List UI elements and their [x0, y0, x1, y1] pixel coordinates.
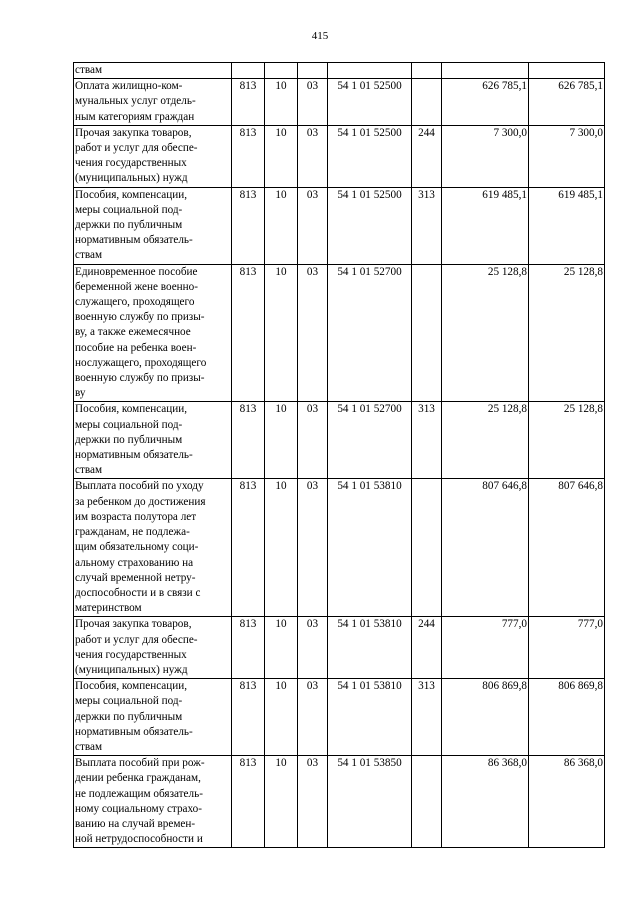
amount-cell-1: 25 128,8: [442, 402, 529, 479]
amount-cell-2: 7 300,0: [529, 125, 605, 187]
target-article-cell: 54 1 01 52500: [328, 125, 412, 187]
department-code-cell: 813: [232, 187, 265, 264]
department-code-cell: 813: [232, 617, 265, 679]
amount-cell-2: 619 485,1: [529, 187, 605, 264]
subsection-code-cell: 03: [298, 264, 328, 402]
table-row: [74, 617, 605, 679]
section-code-cell: 10: [265, 125, 298, 187]
amount-cell-2: 86 368,0: [529, 756, 605, 848]
amount-cell-1: 806 869,8: [442, 679, 529, 756]
amount-cell-1: 626 785,1: [442, 79, 529, 126]
table-row: [74, 479, 605, 617]
budget-table: [73, 62, 605, 848]
target-article-cell: 54 1 01 53810: [328, 617, 412, 679]
target-article-cell: 54 1 01 52700: [328, 264, 412, 402]
section-code-cell: 10: [265, 679, 298, 756]
amount-cell-1: 777,0: [442, 617, 529, 679]
department-code-cell: 813: [232, 79, 265, 126]
expense-type-cell: 313: [412, 679, 442, 756]
table-row: [74, 79, 605, 126]
target-article-cell: 54 1 01 53810: [328, 679, 412, 756]
department-code-cell: 813: [232, 479, 265, 617]
subsection-code-cell: [298, 63, 328, 79]
amount-cell-2: [529, 63, 605, 79]
amount-cell-2: 25 128,8: [529, 264, 605, 402]
amount-cell-2: 626 785,1: [529, 79, 605, 126]
page-number: 415: [311, 30, 329, 42]
subsection-code-cell: 03: [298, 479, 328, 617]
row-name-cell: Единовременное пособие беременной жене военно- служащего, проходящего военную службу по призы- ву, а также ежемесячное пособие на ребенка воен- нослужащего, проходящего военную службу по призы- ву: [74, 264, 232, 402]
amount-cell-1: 619 485,1: [442, 187, 529, 264]
department-code-cell: 813: [232, 402, 265, 479]
table-row: [74, 679, 605, 756]
row-name-cell: Выплата пособий при рож- дении ребенка гражданам, не подлежащим обязатель- ному социальному страхо- ванию на случай времен- ной нетрудоспособности и: [74, 756, 232, 848]
section-code-cell: 10: [265, 617, 298, 679]
amount-cell-1: 86 368,0: [442, 756, 529, 848]
amount-cell-1: 25 128,8: [442, 264, 529, 402]
section-code-cell: [265, 63, 298, 79]
table-row: [74, 187, 605, 264]
section-code-cell: 10: [265, 264, 298, 402]
department-code-cell: 813: [232, 125, 265, 187]
department-code-cell: 813: [232, 756, 265, 848]
subsection-code-cell: 03: [298, 617, 328, 679]
section-code-cell: 10: [265, 479, 298, 617]
table-row: [74, 264, 605, 402]
expense-type-cell: 244: [412, 617, 442, 679]
row-name-cell: Пособия, компенсации, меры социальной под- держки по публичным нормативным обязатель- ствам: [74, 679, 232, 756]
department-code-cell: [232, 63, 265, 79]
amount-cell-2: 806 869,8: [529, 679, 605, 756]
amount-cell-1: 7 300,0: [442, 125, 529, 187]
section-code-cell: 10: [265, 187, 298, 264]
subsection-code-cell: 03: [298, 125, 328, 187]
row-name-cell: Выплата пособий по уходу за ребенком до достижения им возраста полутора лет гражданам, не подлежа- щим обязательному соци- альному страхованию на случай временной нетру- доспособности и в связи с материнством: [74, 479, 232, 617]
target-article-cell: [328, 63, 412, 79]
department-code-cell: 813: [232, 679, 265, 756]
expense-type-cell: [412, 479, 442, 617]
row-name-cell: Пособия, компенсации, меры социальной под- держки по публичным нормативным обязатель- ствам: [74, 187, 232, 264]
table-row: [74, 63, 605, 79]
amount-cell-2: 25 128,8: [529, 402, 605, 479]
amount-cell-2: 807 646,8: [529, 479, 605, 617]
expense-type-cell: [412, 63, 442, 79]
target-article-cell: 54 1 01 53850: [328, 756, 412, 848]
target-article-cell: 54 1 01 52500: [328, 79, 412, 126]
row-name-cell: Пособия, компенсации, меры социальной под- держки по публичным нормативным обязатель- ствам: [74, 402, 232, 479]
target-article-cell: 54 1 01 52500: [328, 187, 412, 264]
section-code-cell: 10: [265, 756, 298, 848]
table-row: [74, 756, 605, 848]
section-code-cell: 10: [265, 79, 298, 126]
row-name-cell: ствам: [74, 63, 232, 79]
expense-type-cell: [412, 756, 442, 848]
department-code-cell: 813: [232, 264, 265, 402]
expense-type-cell: [412, 264, 442, 402]
subsection-code-cell: 03: [298, 187, 328, 264]
target-article-cell: 54 1 01 53810: [328, 479, 412, 617]
row-name-cell: Прочая закупка товаров, работ и услуг для обеспе- чения государственных (муниципальных) нужд: [74, 125, 232, 187]
amount-cell-1: 807 646,8: [442, 479, 529, 617]
section-code-cell: 10: [265, 402, 298, 479]
target-article-cell: 54 1 01 52700: [328, 402, 412, 479]
subsection-code-cell: 03: [298, 756, 328, 848]
expense-type-cell: 313: [412, 187, 442, 264]
row-name-cell: Оплата жилищно-ком- мунальных услуг отдель- ным категориям граждан: [74, 79, 232, 126]
row-name-cell: Прочая закупка товаров, работ и услуг для обеспе- чения государственных (муниципальных) нужд: [74, 617, 232, 679]
subsection-code-cell: 03: [298, 679, 328, 756]
expense-type-cell: 313: [412, 402, 442, 479]
amount-cell-2: 777,0: [529, 617, 605, 679]
expense-type-cell: [412, 79, 442, 126]
subsection-code-cell: 03: [298, 79, 328, 126]
table-row: [74, 402, 605, 479]
amount-cell-1: [442, 63, 529, 79]
expense-type-cell: 244: [412, 125, 442, 187]
budget-table-body: [74, 63, 605, 848]
table-row: [74, 125, 605, 187]
subsection-code-cell: 03: [298, 402, 328, 479]
